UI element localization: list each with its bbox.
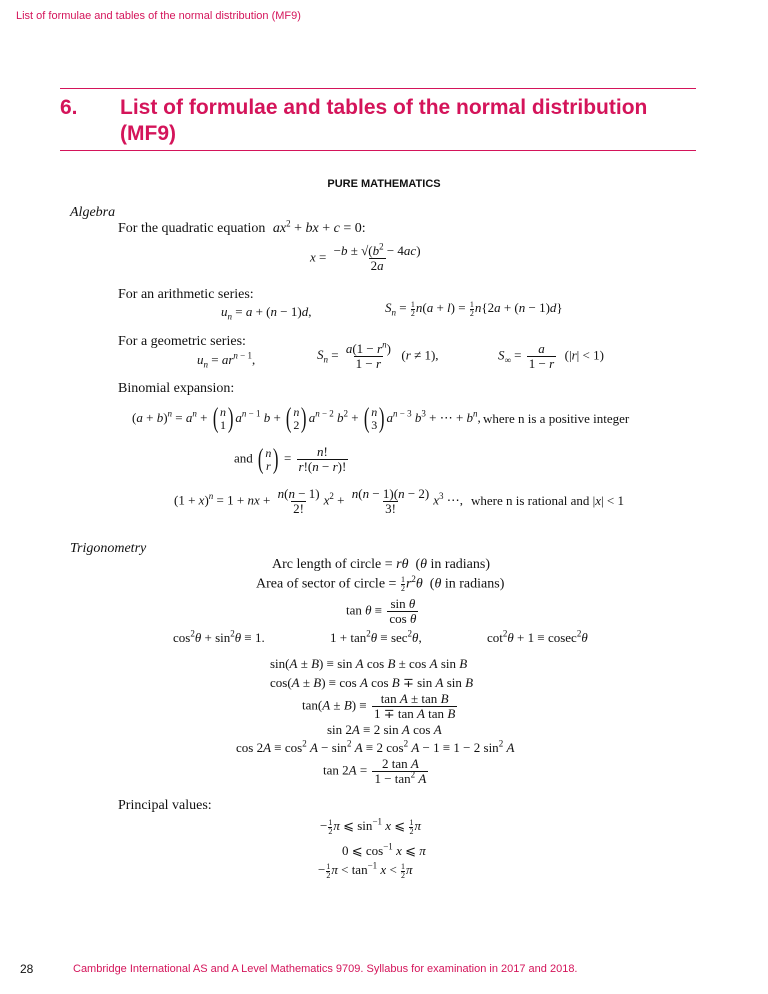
footer-text: Cambridge International AS and A Level Mathematics 9709. Syllabus for examination in 2017 and 2018. — [73, 963, 578, 975]
sin-double-angle: sin 2A ≡ 2 sin A cos A — [327, 722, 442, 737]
binomial-coefficient-definition: and ( n r ) = $\frac{n!}{r!(n - r)!}$ — [234, 443, 347, 475]
trigonometry-heading: Trigonometry — [70, 541, 147, 556]
rational-note: where n is rational and — [471, 493, 590, 508]
quadratic-intro-line — [118, 218, 366, 237]
geometric-sum: $S_n$ = $\frac{a(1 - r^n)}{1 - r}$ (r ≠ 1), — [317, 339, 439, 371]
page-number: 28 — [20, 962, 34, 976]
rational-binomial-expansion: $(1 + x)^n = 1$ + nx + $\frac{n(n - 1)}{2!}$ $x^2$ + $\frac{n(n - 1)(n - 2)}{3!}$ $x^3$ ⋯, — [174, 486, 464, 516]
arithmetic-nth-term: $u_n = a + (n - 1)d$, — [221, 304, 312, 322]
binomial-expansion: $(a + b)^n = a^n$ + ( n 1 ) $a^{n - 1}$ b + ( n 2 ) $a^{n - 2}$ $b^2$ + ( n 3 ) $a^{n - 3}$ $b^3$ + ⋯ + $b^n$, — [132, 403, 481, 434]
sector-area-line: Area of sector of circle = $\frac{1}{2}$ $r^2\theta$ (θ in radians) — [256, 574, 505, 593]
pure-mathematics-heading: PURE MATHEMATICS — [327, 178, 441, 190]
quadratic-equation: $ax^2$ + bx + c = 0: — [272, 218, 366, 236]
binomial-intro: Binomial expansion: — [118, 381, 235, 396]
and-word: and — [234, 450, 253, 466]
quadratic-formula: x = $\frac{-b \pm √(b^2 - 4ac)}{2a}$ — [310, 241, 421, 273]
section-number: 6. — [60, 96, 78, 119]
top-rule — [60, 88, 696, 89]
pythagorean-identity-2: $1 + \tan^2\theta \equiv \sec^2\theta$, — [330, 628, 422, 645]
arc-length-line: Arc length of circle = rθ (θ in radians) — [272, 557, 491, 572]
tan-double-angle: tan 2A = $\frac{\text{2 tan A}}{1 - \tan^2 A}$ — [323, 756, 427, 786]
algebra-heading: Algebra — [70, 205, 116, 220]
rational-note-line: where n is rational and |x| < 1 — [471, 493, 624, 508]
bottom-rule — [60, 150, 696, 151]
arc-length-note: in radians — [430, 557, 486, 572]
sector-area-note: in radians — [444, 576, 500, 592]
arithmetic-intro: For an arithmetic series: — [118, 287, 254, 302]
sin-compound: sin(A ± B) ≡ sin A cos B ± cos A sin B — [270, 656, 468, 671]
running-header: List of formulae and tables of the normal distribution (MF9) — [16, 10, 301, 22]
geometric-sum-to-infinity: $S_\infty$ = $\frac{a}{1 - r}$ (|r| < 1) — [498, 341, 604, 371]
section-title-line1: List of formulae and tables of the normal distribution — [120, 96, 648, 119]
arithmetic-sum: $S_n$ = $\frac{1}{2}$ n(a + l) = $\frac{1}{2}$ n{2a + (n − 1)d} — [385, 299, 563, 318]
principal-value-arctan: − $\frac{1}{2}$ $\pi < \tan^{-1} x$ < $\frac{1}{2}$ π — [318, 860, 413, 880]
geometric-nth-term: $u_n = ar^{n - 1}$, — [197, 350, 256, 370]
arc-length-label: Arc length of circle — [272, 557, 382, 572]
cos-compound: cos(A ± B) ≡ cos A cos B ∓ sin A sin B — [270, 675, 474, 690]
pythagorean-identity-1: $\cos^2\theta + \sin^2\theta \equiv 1$. — [173, 628, 265, 645]
principal-value-arcsin: − $\frac{1}{2}$ π ⩽ $\sin^{-1} x$ ⩽ $\frac{1}{2}$ π — [320, 816, 421, 836]
tan-compound: tan(A ± B) ≡ $\frac{\text{tan A ± tan B}}{\text{1 ∓ tan A tan B}}$ — [302, 691, 456, 721]
quadratic-intro: For the quadratic equation — [118, 221, 266, 236]
geometric-intro: For a geometric series: — [118, 334, 246, 349]
principal-value-arccos: 0 ⩽ $\cos^{-1} x$ ⩽ π — [342, 841, 426, 858]
sector-area-label: Area of sector of circle — [256, 576, 386, 592]
principal-values-intro: Principal values: — [118, 798, 212, 813]
pythagorean-identity-3: $\cot^2\theta + 1 \equiv cosec^2\theta$ — [487, 628, 588, 645]
binomial-note: where n is a positive integer — [483, 411, 630, 426]
cos-double-angle: $\cos 2A \equiv \cos^2 A - \sin^2 A \equiv 2$ $\cos^2 A - 1 \equiv 1 - 2$ $\sin^2 A$ — [236, 738, 515, 755]
tan-identity: tan θ ≡ $\frac{\text{sin θ}}{\text{cos θ}}$ — [346, 596, 417, 626]
section-title-line2: (MF9) — [120, 122, 176, 145]
